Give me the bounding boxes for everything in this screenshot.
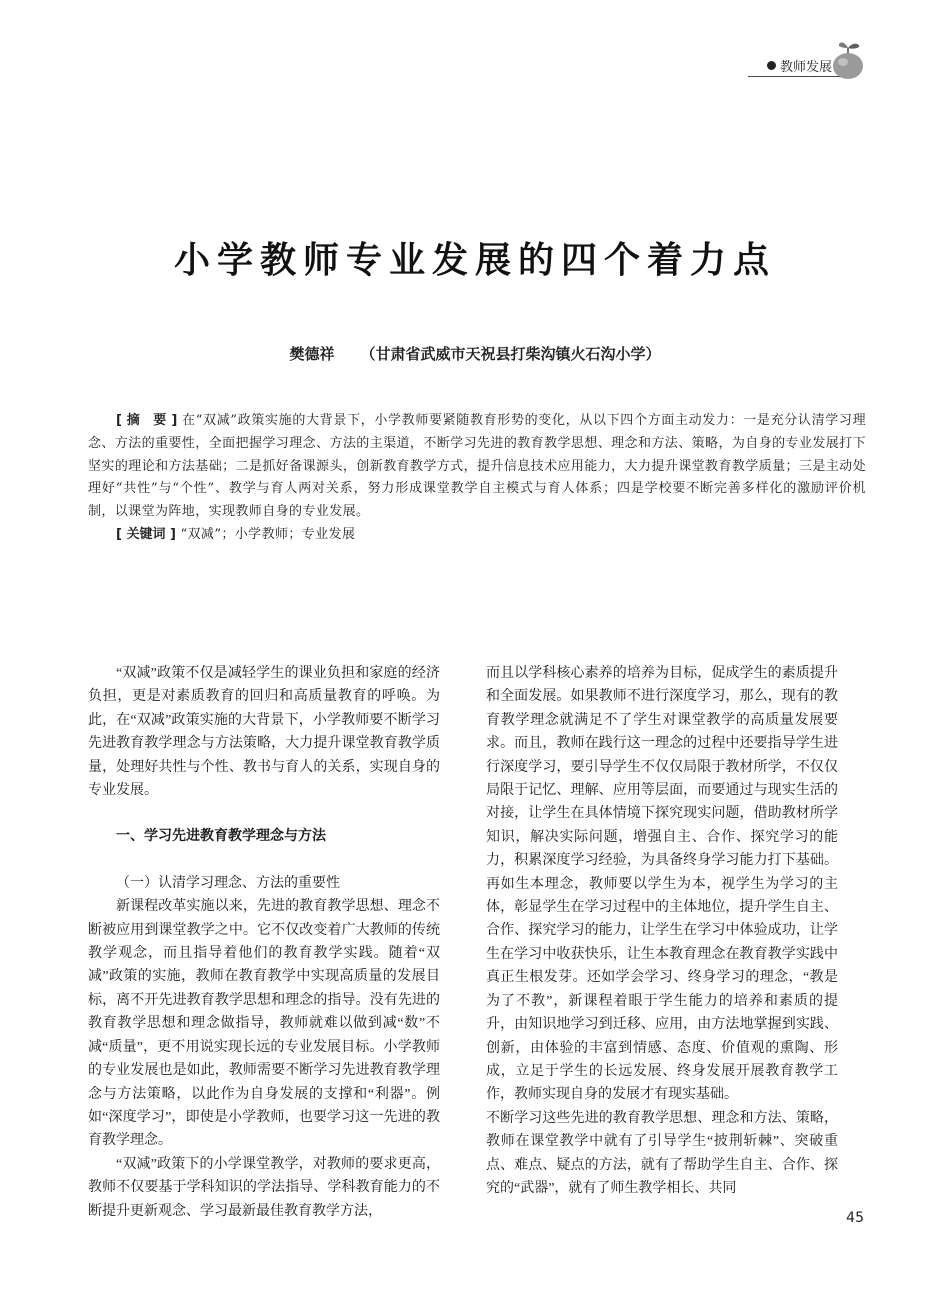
bullet-icon — [767, 61, 776, 70]
abstract-paragraph — [88, 410, 866, 524]
keywords-text: “双减”；小学教师；专业发展 — [180, 526, 356, 542]
left-column — [88, 662, 440, 1223]
body-paragraph: 新课程改革实施以来，先进的教育教学思想、理念不断被应用到课堂教学之中。它不仅改变着广大教师的传统教学观念，而且指导着他们的教育教学实践。随着“双减”政策的实施，教师在教育教学中实现高质量的发展目标，离不开先进教育教学思想和理念的指导。没有先进的教育教学思想和理念做指导，教师就难以做到减“数”不减“质量”，更不用说实现长远的专业发展目标。小学教师的专业发展也是如此，教师需要不断学习先进教育教学理念与方法策略，以此作为自身发展的支撑和“利器”。例如“深度学习”，即使是小学教师，也要学习这一先进的教育教学理念。 — [88, 899, 440, 1149]
author-name: 樊德祥 — [289, 345, 335, 363]
apple-icon — [830, 38, 866, 82]
abstract-text: 在“双减”政策实施的大背景下，小学教师要紧随教育形势的变化，从以下四个方面主动发力：一是充分认清学习理念、方法的重要性，全面把握学习理念、方法的主渠道，不断学习先进的教育教学思想、理念和方法、策略，为自身的专业发展打下坚实的理论和方法基础；二是抓好备课源头，创新教育教学方式，提升信息技术应用能力，大力提升课堂教育教学质量；三是主动处理好“共性”与“个性”、教学与育人两对关系，努力形成课堂教学自主模式与育人体系；四是学校要不断完善多样化的激励评价机制，以课堂为阵地，实现教师自身的专业发展。 — [88, 413, 866, 520]
author-line — [0, 343, 950, 364]
page-number: 45 — [846, 1210, 864, 1226]
body-paragraph: 而且以学科核心素养的培养为目标，促成学生的素质提升和全面发展。如果教师不进行深度学习，那么，现有的教育教学理念就满足不了学生对课堂教学的高质量发展要求。而且，教师在践行这一理念的过程中还要指导学生进行深度学习，要引导学生不仅仅局限于教材所学，不仅仅局限于记忆、理解、应用等层面，而要通过与现实生活的对接，让学生在具体情境下探究现实问题，借助教材所学知识，解决实际问题，增强自主、合作、探究学习的能力，积累深度学习经验，为具备终身学习能力打下基础。再如生本理念，教师要以学生为本，视学生为学习的主体，彰显学生在学习过程中的主体地位，提升学生自主、合作、探究学习的能力，让学生在学习中体验成功，让学生在学习中收获快乐，让生本教育理念在教育教学实践中真正生根发芽。还如学会学习、终身学习的理念，“教是为了不教”，新课程着眼于学生能力的培养和素质的提升，由知识地学习到迁移、应用，由方法地掌握到实践、创新，由体验的丰富到情感、态度、价值观的熏陶、形成，立足于学生的长远发展、终身发展开展教育教学工作，教师实现自身的发展才有现实基础。 — [486, 666, 838, 1103]
body-paragraph: 不断学习这些先进的教育教学思想、理念和方法、策略，教师在课堂教学中就有了引导学生“披荆斩棘”、突破重点、难点、疑点的方法，就有了帮助学生自主、合作、探究的“武器”，就有了师生教学相长、共同 — [486, 1110, 838, 1196]
keywords — [88, 524, 866, 547]
article-title: 小学教师专业发展的四个着力点 — [173, 239, 776, 281]
abstract-label: [ 摘 要 ] — [116, 413, 178, 428]
section-heading: 一、学习先进教育教学理念与方法 — [116, 828, 326, 845]
body-paragraph: “双减”政策下的小学课堂教学，对教师的要求更高，教师不仅要基于学科知识的学法指导、学科教育能力的不断提升更新观念、学习最新最佳教育教学方法， — [88, 1156, 440, 1219]
subsection-heading: （一）认清学习理念、方法的重要性 — [116, 875, 340, 891]
abstract — [88, 410, 866, 547]
section-tag-label: 教师发展 — [779, 60, 832, 75]
keywords-label: [ 关键词 ] — [116, 526, 176, 542]
intro-paragraph: “双减”政策不仅是减轻学生的课业负担和家庭的经济负担，更是对素质教育的回归和高质量教育的呼唤。为此，在“双减”政策实施的大背景下，小学教师要不断学习先进教育教学理念与方法策略，大力提升课堂教育教学质量，处理好共性与个性、教书与育人的关系，实现自身的专业发展。 — [88, 666, 440, 799]
right-column — [486, 662, 838, 1200]
section-tag — [767, 56, 832, 75]
author-affiliation: （甘肃省武威市天祝县打柴沟镇火石沟小学） — [360, 345, 661, 363]
